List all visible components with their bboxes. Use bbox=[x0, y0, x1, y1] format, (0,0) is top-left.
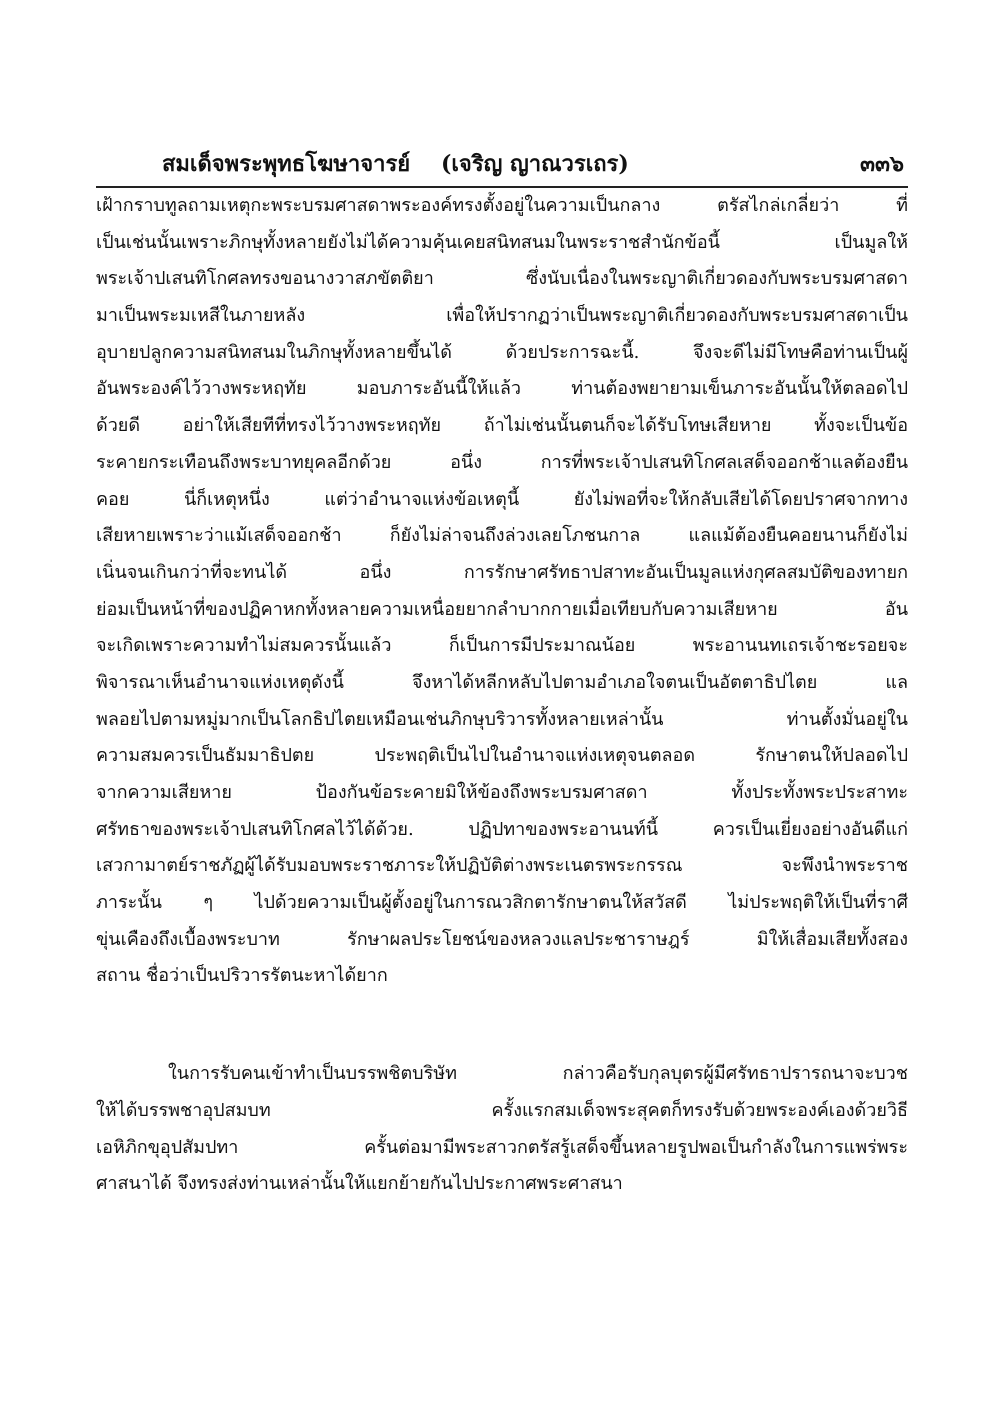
text-line: เฝ้ากราบทูลถามเหตุกะพระบรมศาสดาพระองค์ทรงตั้งอยู่ในความเป็นกลาง ตรัสไกล่เกลี่ยว่า ที่ bbox=[96, 195, 908, 216]
text-line: ระคายกระเทือนถึงพระบาทยุคลอีกด้วย อนึ่ง การที่พระเจ้าปเสนทิโกศลเสด็จออกช้าแลต้องยืน bbox=[96, 451, 908, 473]
header-subtitle: (เจริญ ญาณวรเถร) bbox=[441, 151, 629, 177]
text-line: เสียหายเพราะว่าแม้เสด็จออกช้า ก็ยังไม่ล่าจนถึงล่วงเลยโภชนกาล แลแม้ต้องยืนคอยนานก็ยังไม่ bbox=[96, 525, 908, 547]
text-line: ศรัทธาของพระเจ้าปเสนทิโกศลไว้ได้ด้วย. ปฏิปทาของพระอานนท์นี้ ควรเป็นเยี่ยงอย่างอันดีแก่ bbox=[96, 818, 908, 840]
text-line: เอหิภิกขุอุปสัมปทา ครั้นต่อมามีพระสาวกตรัสรู้เสด็จขึ้นหลายรูปพอเป็นกำลังในการแพร่พระ bbox=[96, 1136, 908, 1158]
text-line: เป็นเช่นนั้นเพราะภิกษุทั้งหลายยังไม่ได้ความคุ้นเคยสนิทสนมในพระราชสำนักข้อนี้ เป็นมูลให้ bbox=[96, 231, 908, 253]
text-line: ด้วยดี อย่าให้เสียทีที่ทรงไว้วางพระหฤทัย ถ้าไม่เช่นนั้นตนก็จะได้รับโทษเสียหาย ทั้งจะเป็นข้อ bbox=[96, 415, 908, 437]
text-line: พระเจ้าปเสนทิโกศลทรงขอนางวาสภขัตติยา ซึ่งนับเนื่องในพระญาติเกี่ยวดองกับพระบรมศาสดา bbox=[96, 268, 908, 290]
paragraph-2 bbox=[96, 1056, 908, 1203]
text-line: คอย นี่ก็เหตุหนึ่ง แต่ว่าอำนาจแห่งข้อเหตุนี้ ยังไม่พอที่จะให้กลับเสียได้โดยปราศจากทาง bbox=[96, 488, 908, 510]
text-line: จะเกิดเพราะความทำไม่สมควรนั้นแล้ว ก็เป็นการมีประมาณน้อย พระอานนทเถรเจ้าชะรอยจะ bbox=[96, 635, 908, 657]
header-title: สมเด็จพระพุทธโฆษาจารย์ bbox=[162, 151, 411, 177]
text-line: อุบายปลูกความสนิทสนมในภิกษุทั้งหลายขึ้นได้ ด้วยประการฉะนี้. จึงจะดีไม่มีโทษคือท่านเป็นผู้ bbox=[96, 341, 908, 363]
paragraph-1 bbox=[96, 188, 908, 995]
text-line: พิจารณาเห็นอำนาจแห่งเหตุดังนี้ จึงหาได้หลีกหลับไปตามอำเภอใจตนเป็นอัตตาธิปไตย แล bbox=[96, 671, 908, 693]
text-line: สถาน ชื่อว่าเป็นปริวารรัตนะหาได้ยาก bbox=[96, 965, 388, 987]
text-line: เสวกามาตย์ราชภัฏผู้ได้รับมอบพระราชภาระให้ปฏิบัติต่างพระเนตรพระกรรณ จะพึงนำพระราช bbox=[96, 855, 908, 877]
text-line: ความสมควรเป็นธัมมาธิปตย ประพฤติเป็นไปในอำนาจแห่งเหตุจนตลอด รักษาตนให้ปลอดไป bbox=[96, 745, 908, 767]
page-number: ๓๓๖ bbox=[859, 151, 904, 177]
text-line: ในการรับคนเข้าทำเป็นบรรพชิตบริษัท กล่าวคือรับกุลบุตรผู้มีศรัทธาปรารถนาจะบวช bbox=[168, 1063, 908, 1085]
text-line: ให้ได้บรรพชาอุปสมบท ครั้งแรกสมเด็จพระสุคตก็ทรงรับด้วยพระองค์เองด้วยวิธี bbox=[96, 1099, 908, 1121]
document-body bbox=[96, 188, 908, 1203]
text-line: ภาระนั้น ๆ ไปด้วยความเป็นผู้ตั้งอยู่ในการณวสิกตารักษาตนให้สวัสดี ไม่ประพฤติให้เป็นที่ราศี bbox=[96, 892, 908, 914]
page-header bbox=[96, 142, 908, 188]
text-line: ศาสนาได้ จึงทรงส่งท่านเหล่านั้นให้แยกย้ายกันไปประกาศพระศาสนา bbox=[96, 1173, 623, 1195]
text-line: พลอยไปตามหมู่มากเป็นโลกธิปไตยเหมือนเช่นภิกษุบริวารทั้งหลายเหล่านั้น ท่านตั้งมั่นอยู่ใน bbox=[96, 708, 908, 730]
text-line: อันพระองค์ไว้วางพระหฤทัย มอบภาระอันนี้ให้แล้ว ท่านต้องพยายามเข็นภาระอันนั้นให้ตลอดไป bbox=[96, 378, 908, 400]
text-line: เนิ่นจนเกินกว่าที่จะทนได้ อนึ่ง การรักษาศรัทธาปสาทะอันเป็นมูลแห่งกุศลสมบัติของทายก bbox=[96, 561, 908, 583]
text-line: จากความเสียหาย ป้องกันข้อระคายมิให้ข้องถึงพระบรมศาสดา ทั้งประทั้งพระประสาทะ bbox=[96, 782, 908, 803]
text-line: ขุ่นเคืองถึงเบื้องพระบาท รักษาผลประโยชน์ของหลวงแลประชาราษฎร์ มิให้เสื่อมเสียทั้งสอง bbox=[96, 928, 908, 950]
paragraph-gap bbox=[96, 995, 908, 1056]
text-line: มาเป็นพระมเหสีในภายหลัง เพื่อให้ปรากฏว่าเป็นพระญาติเกี่ยวดองกับพระบรมศาสดาเป็น bbox=[96, 305, 908, 327]
text-line: ย่อมเป็นหน้าที่ของปฏิคาหกทั้งหลายความเหนื่อยยากลำบากกายเมื่อเทียบกับความเสียหาย อัน bbox=[96, 598, 908, 620]
